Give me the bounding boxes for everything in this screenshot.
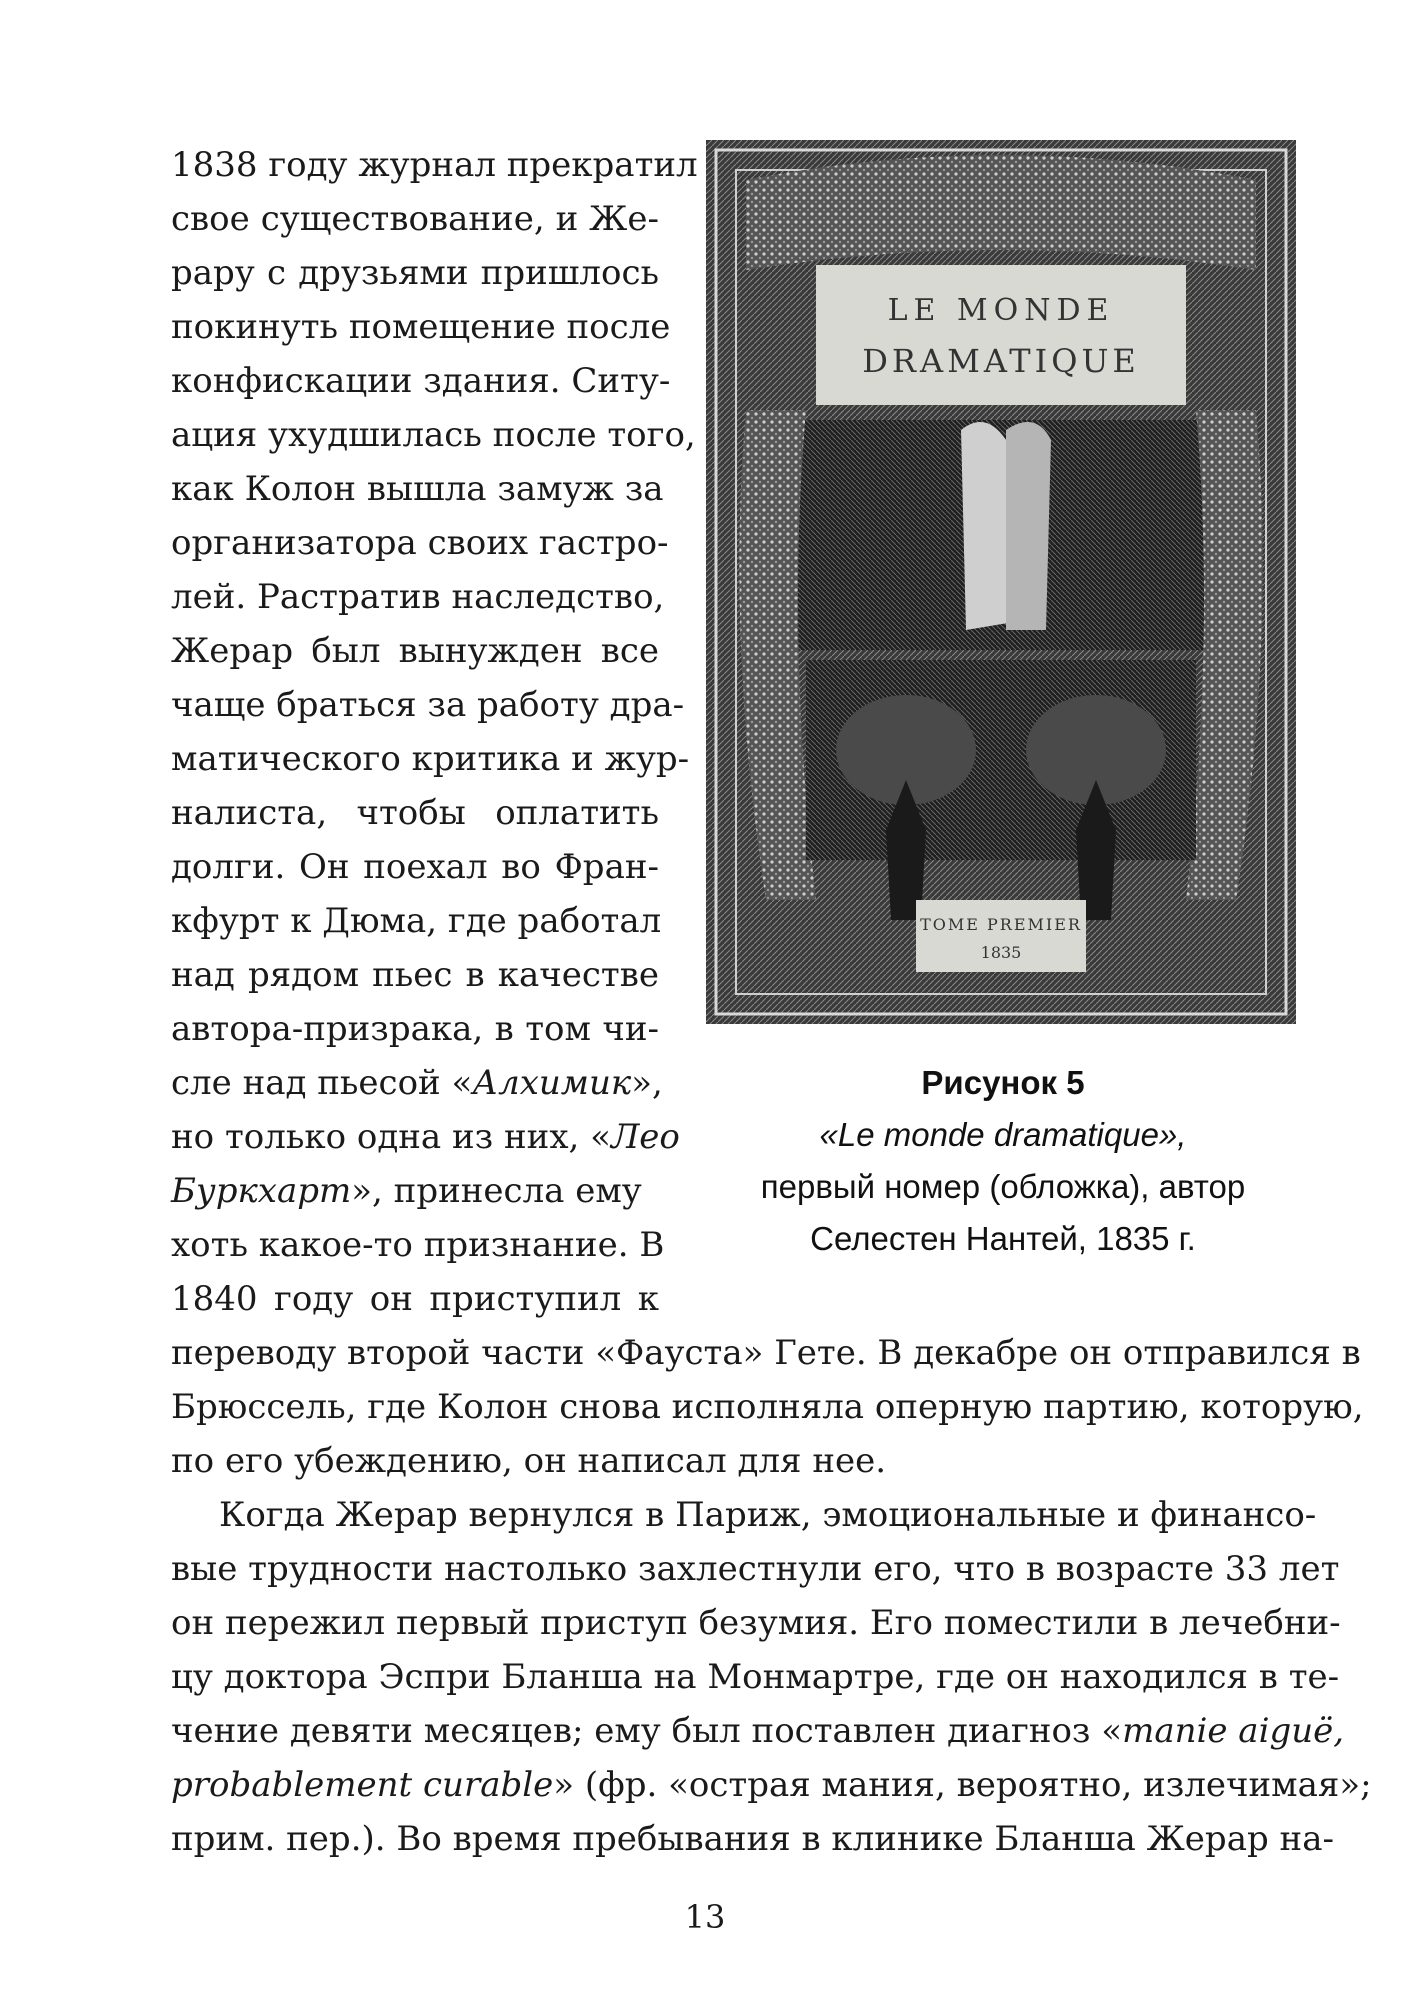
cover-title-bottom: DRAMATIQUE xyxy=(862,342,1140,380)
text-line: кфурт к Дюма, где работал xyxy=(171,901,662,941)
text-line: 1838 году журнал прекратил xyxy=(171,145,698,185)
text-line: ация ухудшилась после того, xyxy=(171,415,696,455)
italic-title: Алхимик xyxy=(472,1063,632,1103)
cover-year: 1835 xyxy=(980,943,1022,962)
italic-phrase: manie aiguë, xyxy=(1122,1711,1345,1751)
cover-title-top: LE MONDE xyxy=(887,293,1115,328)
text-line: покинуть помещение после xyxy=(171,307,671,347)
text-line xyxy=(171,1164,659,1218)
engraving-illustration xyxy=(706,140,1296,1024)
text-line: рару с друзьями пришлось xyxy=(171,253,659,293)
text-line: Брюссель, где Колон снова исполняла оперную партию, которую, xyxy=(171,1387,1364,1427)
text-span: », xyxy=(631,1063,663,1103)
text-span: » (фр. «острая мания, вероятно, излечимая»; xyxy=(553,1765,1372,1805)
text-line: переводу второй части «Фауста» Гете. В декабре он отправился в xyxy=(171,1333,1361,1373)
text-line: над рядом пьес в качестве xyxy=(171,955,659,995)
figure-caption-name: «Le monde dramatique», xyxy=(819,1116,1187,1153)
text-line xyxy=(171,1110,680,1164)
text-line: свое существование, и Же- xyxy=(171,199,659,239)
text-line: 1840 году он приступил к xyxy=(171,1279,659,1319)
text-line: вые трудности настолько захлестнули его, что в возрасте 33 лет xyxy=(171,1549,1340,1589)
text-span: чение девяти месяцев; ему был поставлен диагноз « xyxy=(171,1711,1123,1751)
text-span: сле над пьесой « xyxy=(171,1063,473,1103)
text-line: Когда Жерар вернулся в Париж, эмоциональные и финансо- xyxy=(219,1495,1317,1535)
text-line: Жерар был вынужден все xyxy=(171,631,659,671)
text-line: чаще браться за работу дра- xyxy=(171,685,685,725)
text-line xyxy=(171,1758,1372,1812)
italic-phrase: probablement curable xyxy=(171,1765,554,1805)
figure-caption-desc: первый номер (обложка), автор xyxy=(760,1168,1246,1205)
text-line: налиста, чтобы оплатить xyxy=(171,793,659,833)
text-line: долги. Он поехал во Фран- xyxy=(171,847,659,887)
text-line: матического критика и жур- xyxy=(171,739,690,779)
text-line: прим. пер.). Во время пребывания в клинике Бланша Жерар на- xyxy=(171,1819,1334,1859)
text-line: он пережил первый приступ безумия. Его поместили в лечебни- xyxy=(171,1603,1341,1643)
text-line xyxy=(171,1704,1345,1758)
text-line: лей. Растратив наследство, xyxy=(171,577,665,617)
text-line: цу доктора Эспри Бланша на Монмартре, где он находился в те- xyxy=(171,1657,1340,1697)
text-span: », принесла ему xyxy=(351,1171,642,1211)
figure-caption-title: Рисунок 5 xyxy=(921,1064,1085,1101)
page-number: 13 xyxy=(684,1898,726,1936)
text-line: по его убеждению, он написал для нее. xyxy=(171,1441,887,1481)
text-line: как Колон вышла замуж за xyxy=(171,469,664,509)
figure-caption-author: Селестен Нантей, 1835 г. xyxy=(810,1220,1196,1257)
cover-tome-label: TOME PREMIER xyxy=(920,915,1082,934)
text-line: конфискации здания. Ситу- xyxy=(171,361,671,401)
text-line: организатора своих гастро- xyxy=(171,523,669,563)
cover-engraving-image xyxy=(706,140,1296,1024)
italic-title: Лео xyxy=(610,1117,680,1157)
text-line: автора-призрака, в том чи- xyxy=(171,1009,659,1049)
text-line: хоть какое-то признание. В xyxy=(171,1225,665,1265)
italic-title: Буркхарт xyxy=(171,1171,352,1211)
text-line xyxy=(171,1056,663,1110)
text-span: но только одна из них, « xyxy=(171,1117,611,1157)
